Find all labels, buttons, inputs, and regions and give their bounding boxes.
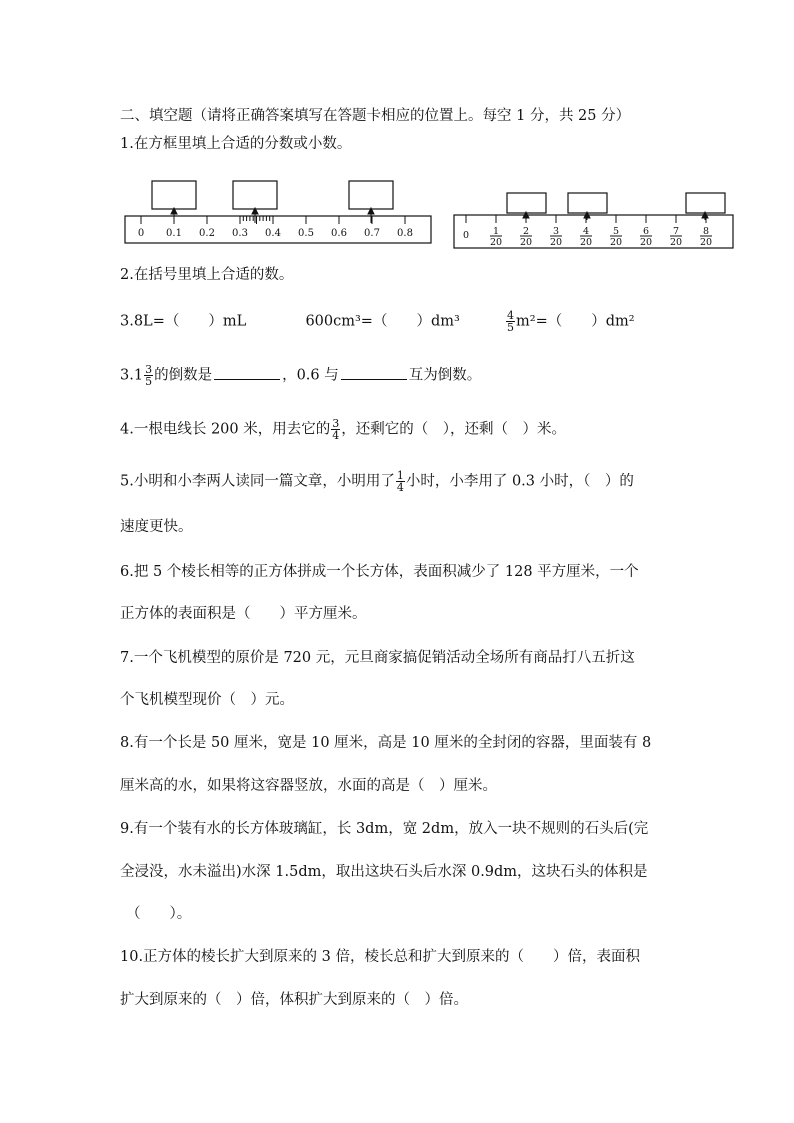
q3a-part3: m²=（ ）dm² <box>516 313 635 330</box>
question-5-line2: 速度更快。 <box>120 519 193 535</box>
tick-label-denominator: 20 <box>489 237 503 248</box>
answer-box <box>507 193 546 213</box>
question-6-line2: 正方体的表面积是（ ）平方厘米。 <box>120 606 367 622</box>
tick-label: 0.8 <box>397 228 413 239</box>
answer-box <box>152 181 196 209</box>
tick-label-denominator: 20 <box>609 237 623 248</box>
fraction: $\frac{3}{4}$ <box>332 417 340 442</box>
question-10-line2: 扩大到原来的（ ）倍，体积扩大到原来的（ ）倍。 <box>120 992 468 1008</box>
tick-label-denominator: 20 <box>639 237 653 248</box>
tick-label: 0.3 <box>232 228 248 239</box>
fraction: $\frac{3}{5}$ <box>145 363 153 388</box>
q3a-part2: 600cm³=（ ）dm³ <box>305 313 460 330</box>
tick-label-denominator: 20 <box>549 237 563 248</box>
question-7-line2: 个飞机模型现价（ ）元。 <box>120 692 294 708</box>
tick-label-numerator: 2 <box>522 226 530 237</box>
question-2: 2.在括号里填上合适的数。 <box>120 267 294 283</box>
tick-label-denominator: 20 <box>669 237 683 248</box>
question-7-line1: 7.一个飞机模型的原价是 720 元，元旦商家搞促销活动全场所有商品打八五折这 <box>120 650 635 666</box>
number-line-decimal <box>122 176 434 248</box>
tick-label: 0 <box>462 230 470 241</box>
section-title: 二、填空题（请将正确答案填写在答题卡相应的位置上。每空 1 分，共 25 分） <box>120 108 631 124</box>
question-1: 1.在方框里填上合适的分数或小数。 <box>120 136 352 152</box>
question-3b: 3.1 $\frac{3}{5}$ 的倒数是 ，0.6 与 互为倒数。 <box>120 363 482 388</box>
tick-label-numerator: 4 <box>582 226 590 237</box>
question-10-line1: 10.正方体的棱长扩大到原来的 3 倍，棱长总和扩大到原来的（ ）倍，表面积 <box>120 949 641 965</box>
fraction: $\frac{4}{5}$ <box>507 309 515 334</box>
question-5: 5.小明和小李两人读同一篇文章，小明用了 $\frac{1}{4}$ 小时，小李用了 0.3 小时，（ ）的 <box>120 469 634 494</box>
question-9-line2: 全浸没，水未溢出)水深 1.5dm，取出这块石头后水深 0.9dm，这块石头的体积是 <box>120 864 648 880</box>
tick-label: 0.1 <box>166 228 182 239</box>
number-line-fraction <box>452 190 736 252</box>
tick-label: 0.6 <box>331 228 347 239</box>
tick-label: 0 <box>137 228 145 239</box>
fraction: $\frac{1}{4}$ <box>396 469 404 494</box>
question-9-line3: （ ）。 <box>126 906 192 922</box>
question-8-line2: 厘米高的水，如果将这容器竖放，水面的高是（ ）厘米。 <box>120 778 497 794</box>
tick-label-numerator: 1 <box>492 226 500 237</box>
question-8-line1: 8.有一个长是 50 厘米，宽是 10 厘米，高是 10 厘米的全封闭的容器，里面装有 8 <box>120 735 652 751</box>
tick-label-denominator: 20 <box>579 237 593 248</box>
answer-blank[interactable] <box>214 365 280 380</box>
question-9-line1: 9.有一个装有水的长方体玻璃缸，长 3dm，宽 2dm，放入一块不规则的石头后(完 <box>120 821 649 837</box>
question-6-line1: 6.把 5 个棱长相等的正方体拼成一个长方体，表面积减少了 128 平方厘米，一个 <box>120 564 639 580</box>
answer-blank[interactable] <box>341 365 407 380</box>
question-4: 4.一根电线长 200 米，用去它的 $\frac{3}{4}$ ，还剩它的（ ），还剩（ ）米。 <box>120 417 566 442</box>
tick-label-numerator: 5 <box>612 226 620 237</box>
answer-box <box>686 193 725 213</box>
answer-box <box>233 181 277 209</box>
q3a-part1: 3.8L=（ ）mL <box>120 313 247 330</box>
question-3a <box>120 310 635 333</box>
tick-label-denominator: 20 <box>699 237 713 248</box>
tick-label-numerator: 8 <box>702 226 710 237</box>
tick-label-denominator: 20 <box>519 237 533 248</box>
answer-box <box>568 193 607 213</box>
tick-label: 0.2 <box>199 228 215 239</box>
tick-label-numerator: 3 <box>552 226 560 237</box>
answer-box <box>349 181 393 209</box>
tick-label: 0.5 <box>298 228 314 239</box>
tick-label: 0.4 <box>265 228 281 239</box>
tick-label-numerator: 7 <box>672 226 680 237</box>
tick-label-numerator: 6 <box>642 226 650 237</box>
tick-label: 0.7 <box>364 228 380 239</box>
